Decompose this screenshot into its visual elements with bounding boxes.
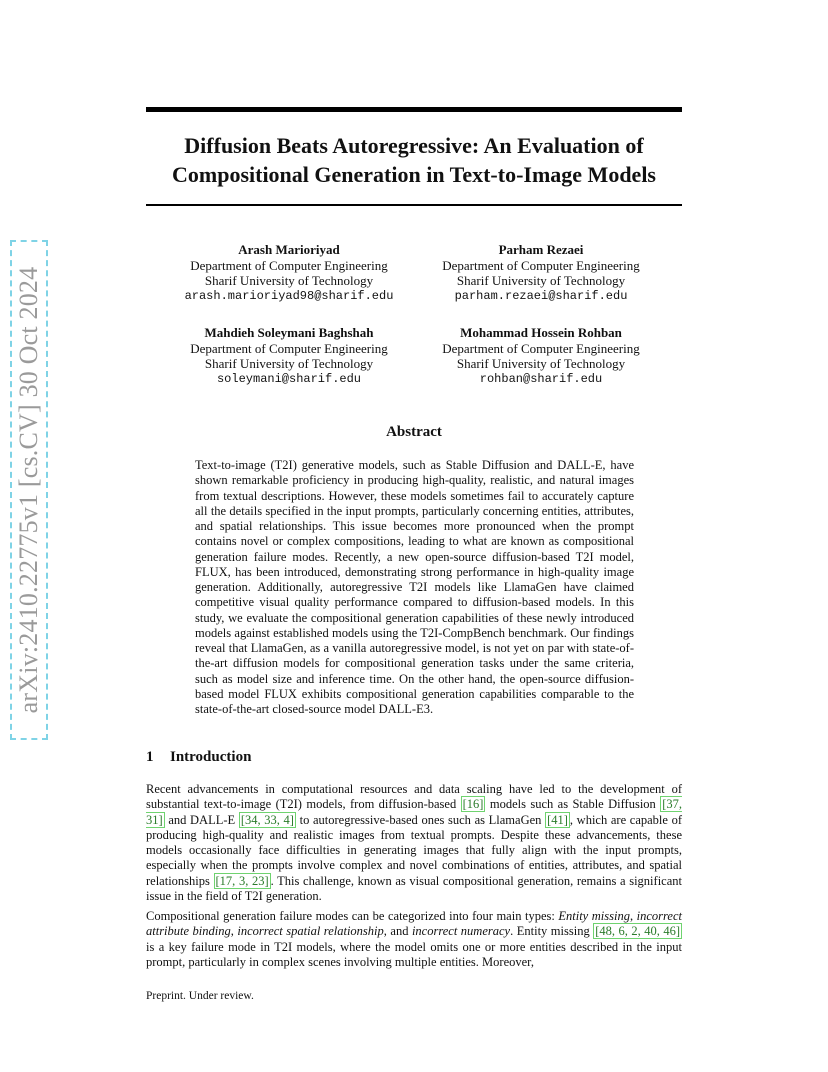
- citation-link[interactable]: [16]: [462, 797, 484, 812]
- arxiv-stamp[interactable]: arXiv:2410.22775v1 [cs.CV] 30 Oct 2024: [10, 240, 48, 740]
- citation-link[interactable]: [17, 3, 23]: [215, 873, 269, 888]
- text-run: . This challenge, known as visual compositional generation, remains a significant issue in the field of T2I generation.: [146, 873, 682, 903]
- citation-link[interactable]: [34, 33, 4]: [240, 812, 294, 827]
- author-email[interactable]: soleymani@sharif.edu: [216, 371, 362, 386]
- section-number: 1: [146, 749, 154, 765]
- italic-term: Entity missing: [558, 909, 630, 923]
- title-line-1: Diffusion Beats Autoregressive: An Evaluation of: [184, 133, 644, 158]
- text-run: ,: [629, 909, 637, 923]
- abstract-heading: Abstract: [386, 424, 442, 440]
- text-run: Compositional generation failure modes can be categorized into four main types:: [146, 909, 559, 923]
- text-run: to autoregressive-based ones such as LlamaGen: [295, 812, 546, 827]
- text-run: is a key failure mode in T2I models, where the model omits one or more entities described in the input prompt, particularly in complex scenes involving multiple entities. Moreover,: [146, 939, 682, 969]
- author-block: [416, 325, 666, 387]
- author-univ: Sharif University of Technology: [204, 356, 374, 371]
- author-block: [164, 325, 414, 387]
- text-run: . Entity missing: [510, 924, 594, 939]
- intro-paragraph-2: [146, 909, 682, 970]
- author-email[interactable]: parham.rezaei@sharif.edu: [454, 288, 628, 303]
- text-run: ,: [230, 924, 238, 939]
- author-block: [164, 242, 414, 304]
- author-dept: Department of Computer Engineering: [442, 340, 640, 356]
- italic-term: incorrect attribute binding: [146, 909, 682, 939]
- citation-link[interactable]: [48, 6, 2, 40, 46]: [595, 924, 681, 939]
- author-univ: Sharif University of Technology: [204, 273, 374, 288]
- author-univ: Sharif University of Technology: [456, 273, 626, 288]
- abstract-text: Text-to-image (T2I) generative models, such as Stable Diffusion and DALL-E, have shown remarkable proficiency in producing high-quality, realistic, and natural images from textual descriptions. However, these models sometimes fail to accurately capture all the details specified in the input prompts, particularly concerning entities, attributes, and spatial relationships. This issue becomes more pronounced when the prompt contains novel or complex compositions, leading to what are known as compositional generation failure modes. Recently, a new open-source diffusion-based T2I model, FLUX, has been introduced, demonstrating strong performance in high-quality image generation. Additionally, autoregressive T2I models like LlamaGen have claimed competitive visual quality performance compared to diffusion-based models. In this study, we evaluate the compositional generation capabilities of these newly introduced models against established models using the T2I-CompBench benchmark. Our findings reveal that LlamaGen, as a vanilla autoregressive model, is not yet on par with state-of-the-art diffusion models for compositional generation tasks under the same criteria, such as model size and inference time. On the other hand, the open-source diffusion-based model FLUX exhibits compositional generation capabilities comparable to the state-of-the-art closed-source model DALL-E3.: [195, 458, 634, 716]
- citation-link[interactable]: [41]: [547, 812, 568, 827]
- author-univ: Sharif University of Technology: [456, 356, 626, 371]
- citation-link[interactable]: [37, 31]: [146, 797, 682, 827]
- italic-term: incorrect spatial relationship: [237, 924, 384, 939]
- author-name: Parham Rezaei: [498, 242, 584, 257]
- paper-title: [146, 131, 682, 189]
- text-run: , which are capable of producing high-quality and realistic images from textual prompts. Despite these advancements, these models occasionally face difficulties in generating images that fully align with the input prompts, especially when the prompts involve complex and novel combinations of entities, attributes, and spatial relationships: [146, 812, 683, 888]
- author-name: Mahdieh Soleymani Baghshah: [204, 325, 374, 340]
- author-name: Arash Marioriyad: [238, 242, 340, 257]
- text-run: models such as Stable Diffusion: [485, 797, 661, 812]
- text-run: Recent advancements in computational resources and data scaling have led to the development of substantial text-to-image (T2I) models, from diffusion-based: [146, 782, 682, 812]
- author-dept: Department of Computer Engineering: [190, 257, 388, 273]
- author-dept: Department of Computer Engineering: [442, 257, 640, 273]
- author-dept: Department of Computer Engineering: [190, 340, 388, 356]
- author-email[interactable]: rohban@sharif.edu: [479, 371, 603, 386]
- author-block: [416, 242, 666, 304]
- title-rule-top: [146, 107, 682, 112]
- intro-paragraph-1: [146, 782, 682, 904]
- section-title: Introduction: [170, 749, 252, 765]
- author-email[interactable]: arash.marioriyad98@sharif.edu: [184, 288, 394, 303]
- footer-note: Preprint. Under review.: [146, 990, 254, 1002]
- author-name: Mohammad Hossein Rohban: [460, 325, 622, 340]
- text-run: and DALL-E: [164, 812, 239, 827]
- italic-term: incorrect numeracy: [411, 924, 511, 939]
- text-run: , and: [383, 924, 412, 939]
- title-line-2: Compositional Generation in Text-to-Image Models: [172, 162, 656, 187]
- section-heading: [146, 749, 251, 766]
- title-rule-bottom: [146, 204, 682, 206]
